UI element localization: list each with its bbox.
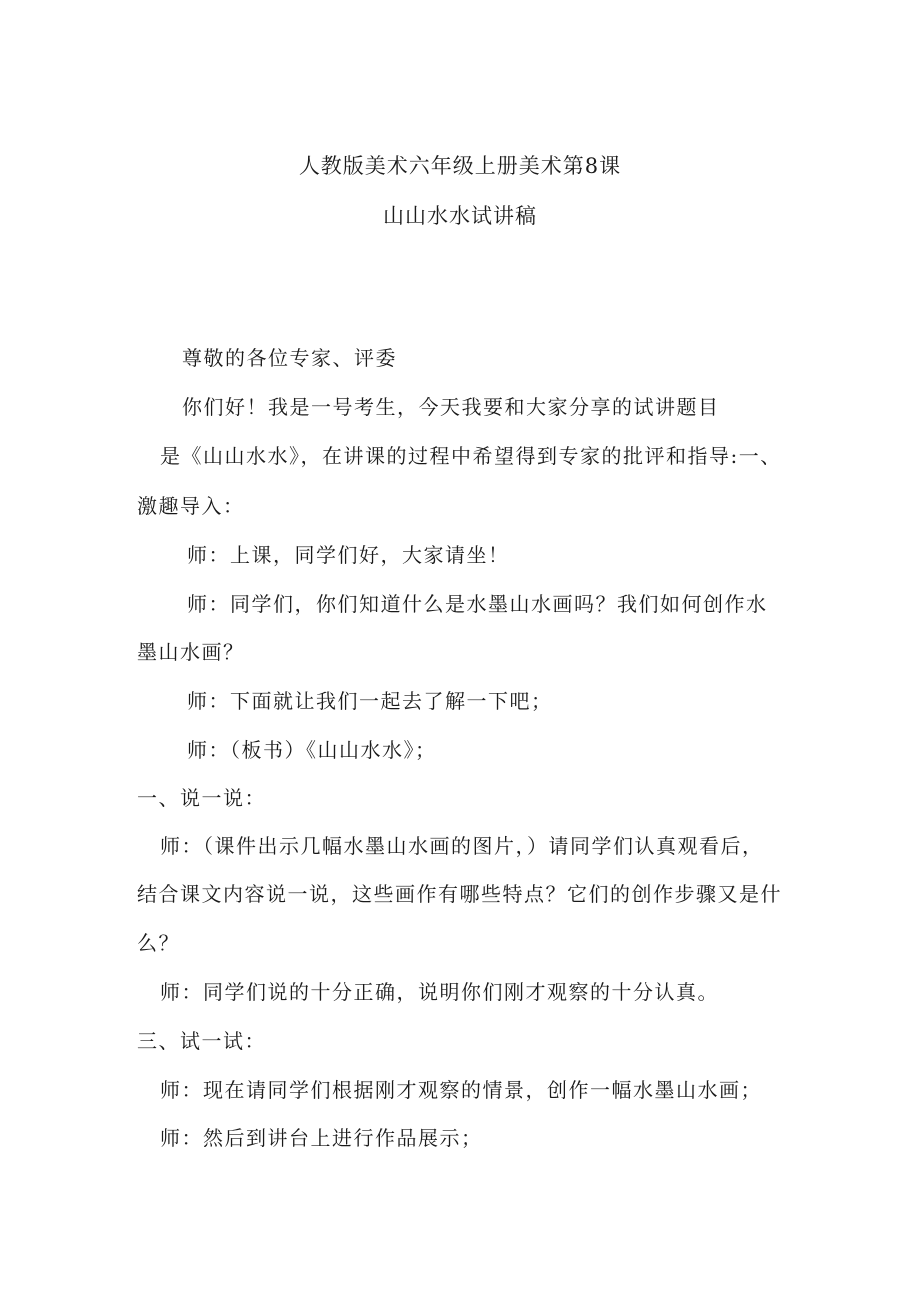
- paragraph-line: 师：上课，同学们好，大家请坐！: [187, 543, 510, 567]
- paragraph-line: 师：同学们说的十分正确，说明你们刚才观察的十分认真。: [160, 980, 719, 1004]
- document-title: 人教版美术六年级上册美术第8课: [298, 154, 622, 178]
- paragraph-line: 么？: [137, 931, 180, 955]
- section-heading: 三、试一试：: [137, 1029, 266, 1053]
- section-heading: 一、说一说：: [137, 786, 266, 810]
- paragraph-line: 师：现在请同学们根据刚才观察的情景，创作一幅水墨山水画；: [160, 1078, 762, 1102]
- paragraph-line: 师：（板书）《山山水水》；: [187, 738, 437, 762]
- document-subtitle: 山山水水试讲稿: [383, 204, 537, 228]
- paragraph-line: 师：同学们，你们知道什么是水墨山水画吗？我们如何创作水: [187, 592, 768, 616]
- paragraph-line: 师：（课件出示几幅水墨山水画的图片，）请同学们认真观看后，: [160, 834, 764, 858]
- paragraph-line: 激趣导入：: [137, 494, 245, 518]
- paragraph-line: 师：然后到讲台上进行作品展示；: [160, 1126, 483, 1150]
- paragraph-line: 是《山山水水》，在讲课的过程中希望得到专家的批评和指导:一、: [160, 444, 782, 468]
- paragraph-line: 结合课文内容说一说，这些画作有哪些特点？它们的创作步骤又是什: [137, 882, 782, 906]
- paragraph-line: 师：下面就让我们一起去了解一下吧；: [187, 689, 553, 713]
- greeting-line: 尊敬的各位专家、评委: [182, 346, 397, 370]
- paragraph-line: 墨山水画？: [137, 640, 245, 664]
- paragraph-line: 你们好！我是一号考生，今天我要和大家分享的试讲题目: [182, 395, 720, 419]
